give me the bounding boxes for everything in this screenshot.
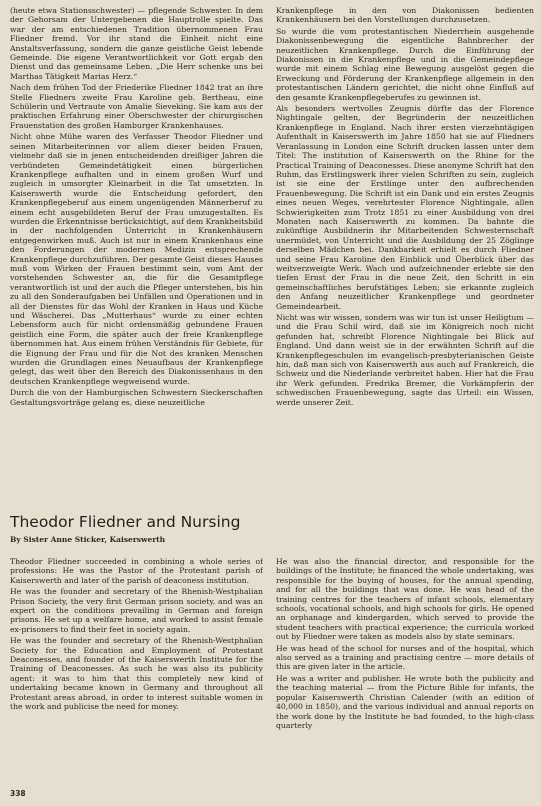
- german-paragraph: So wurde die vom protestantischen Niederrhein ausgehende Diakonissenbewegung die eigentliche Bahnbrecher der neuzeitlichen Krankenpflege. Durch die Einführung der Diakonissen in die Krankenpflege und in die Gemeindepflege wurde mit einem Schlag eine Bewegung ausgelöst gegen die Erweckung und Förderung der Krankenpflege allgemein in den protestantischen Ländern gerichtet, die nicht ohne Einfluß auf den gesamte Krankenpflegeberufes zu gewinnen ist.: [276, 26, 534, 102]
- english-paragraph: He was head of the school for nurses and of the hospital, which also served as a training and practising centre — more details of this are given later in the article.: [276, 643, 534, 672]
- english-paragraph: He was the founder and secretary of the Rhenish-Westphalian Prison Society, the very first German prison society, and was an expert on the conditions prevailing in German and foreign prisons. He set up a welfare home, and worked to assist female ex-prisoners to find their feet in society again.: [10, 587, 263, 634]
- german-paragraph: (heute etwa Stationsschwester) — pflegende Schwester. In dem der Gehorsam der Untergebenen die Hauptrolle spielte. Das war der am entschiedenen Tradition übernommenen Frau Fliedner fremd. Vor ihr stand die Einheit nicht eine Anstaltsverfassung, sondern die ganze geistliche Geist lebende Gemeinde. Die eigene Verantwortlichkeit vor Gott ergab den Dienst und das gemeinsame Leben. „Die Herr schenke uns bei Marthas Tätigkeit Marias Herz.“: [10, 6, 263, 81]
- german-paragraph: Nicht was wir wissen, sondern was wir tun ist unser Heiligtum — und die Frau Schil wird, daß sie im Königreich noch nicht gefunden hat, schreibt Florence Nightingale bei Blick auf England. Und dann weist sie in der erwähnten Schrift auf die Krankenpflegeschulen im evangelisch-presbyterianischen Geiste hin, daß man sich von Kaiserswerth aus auch auf Frankreich, die Schweiz und die Niederlande verbreitet haben. Hier hat die Frau ihr Werk gefunden. Fredrika Bremer, die Vorkämpferin der schwedischen Frauenbewegung, sagte das Urteil: ein Wissen, werde unserer Zeit.: [276, 313, 534, 407]
- english-column-left: [10, 557, 263, 782]
- german-paragraph: Krankenpflege in den von Diakonissen bedienten Krankenhäusern bei den Vorstellungen durchzusetzen.: [276, 6, 534, 25]
- german-paragraph: Nach dem frühen Tod der Friederike Fliedner 1842 trat an ihre Stelle Fliedners zweite Frau Karoline geb. Bertheau, eine Schülerin und Vertraute von Amalie Sieveking. Sie kam aus der praktischen Erfahrung einer Oberschwester der chirurgischen Frauenstation des großen Hamburger Krankenhauses.: [10, 83, 263, 130]
- article-title: Theodor Fliedner and Nursing: [10, 513, 241, 531]
- german-column-left: [10, 6, 263, 506]
- english-column-right: [276, 557, 534, 802]
- page-number: 338: [10, 789, 26, 798]
- english-paragraph: He was also the financial director, and responsible for the buildings of the Institute; he financed the whole undertaking, was responsible for the buying of houses, for the annual spending, and for all the buildings that was done. He was head of the training centres for the teachers of infant schools, elementary schools, vocational schools, and high schools for girls. He opened an orphanage and kindergarden, which served to provide the student teachers with practical experience; the curricula worked out by Fliedner were taken as models also by state seminars.: [276, 557, 534, 642]
- english-paragraph: He was the founder and secretary of the Rhenish-Westphalian Society for the Education and Employment of Protestant Deaconesses, and founder of the Kaiserswerth Institute for the Training of Deaconesses. As such he was also its publicity agent: it was to him that this completely new kind of undertaking became known in Germany and throughout all Protestant areas abroad, in order to interest suitable women in the work and publicise the need for money.: [10, 636, 263, 712]
- german-column-right: [276, 6, 534, 476]
- english-paragraph: Theodor Fliedner succeeded in combining a whole series of professions: He was the Pastor of the Protestant parish of Kaiserswerth and later of the parish of deaconess institution.: [10, 557, 263, 585]
- german-paragraph: Nicht ohne Mühe waren des Verfasser Theodor Fliedner und seinen Mitarbeiterinnen vor allem dieser beiden Frauen, vielmehr daß sie in jenen entscheidenden dreißiger Jahren die verbündeten Gemeindetätigkeit einen bürgerlichen Krankenpflege aufhalten und in einem großen Wurf und zugleich in umsorgter Kleinarbeit in die Tat umsetzten. In Kaiserswerth wurde die Entscheidung gefordert, den Krankenpflegeberuf aus einem ungenügenden Männerberuf zu einem echt ausgebildeten Beruf der Frau umzugestalten. Es wurden die Erkenntnisse berücksichtigt, auf dem Krankheitsbild in der nachfolgenden Unterricht in Krankenhäusern entgegenwirken muß. Auch ist nur in einem Krankenhaus eine den Forderungen der modernen Medizin entsprechende Krankenpflege durchzuführen. Der gesamte Geist dieses Hauses muß vom Wirken der Frauen bestimmt sein, vom Amt der vorstehenden Schwester an, die für die Gesamtpflege verantwortlich ist und der auch die Pfleger unterstehen, bis hin zu all den Sonderaufgaben bei Unfällen und Operationen und in all der Dienstes für das Wohl der Kranken in Haus und Küche und Wäscherei. Das „Mutterhaus“ wurde zu einer echten Lebensform auch für nicht ordensmäßig gebundene Frauen geistlich eine Form, die später auch der freie Krankenpflege übernommen hat. Aus einem frühen Verständnis für Gebiete, für die Eignung der Frau und für die Not des kranken Menschen wurden die Grundlagen eines Neuaufbaus der Krankenpflege gelegt, das weit über den Bereich des Diakonissenhaus in den deutschen Krankenpflege wegweisend wurde.: [10, 132, 263, 386]
- german-paragraph: Als besonders wertvolles Zeugnis dürfte das der Florence Nightingale gelten, der Begründerin der neuzeitlichen Krankenpflege in England. Nach ihrer ersten vierzehntägigen Aufenthalt in Kaiserswerth im Jahre 1850 hat sie auf Fliedners Veranlassung in London eine Schrift drucken lassen unter dem Titel: The institution of Kaiserswerth on the Rhine for the Practical Training of Deaconesses. Diese anonyme Schrift hat den Ruhm, das Erstlingswerk ihrer vielen Schriften zu sein, zugleich ist sie eine der Erstlinge unter den aufbrechenden Frauenbewegung. Die Schrift ist ein Dank und ein erstes Zeugnis eines neuen Weges, verehrtester Florence Nightingale, allen Schwierigkeiten zum Trotz 1851 zu einer Ausbildung von drei Monaten nach Kaiserswerth zu kommen. Da bahnte die zukünftige Ausbildnerin ihr Mitarbeitenden Schwesternschaft unermüdet, von Unterricht und die Ausbildung der 25 Zöglinge derselben Mädchen bei. Dankbarkeit erhielt es durch Fliedner und seine Frau Karoline den Einblick und Überblick über das weitverzweigte Werk. Wach und aufzeichnender erlebte sie den tiefen Ernst der Frau in die neue Zeit, den Schritt in ein gemeinschaftliches berufstätiges Leben; sie erkannte zugleich den Anfang neuzeitlicher Krankenpflege und geordneter Gemeindearbeit.: [276, 104, 534, 311]
- german-paragraph: Durch die von der Hamburgischen Schwestern Sieckerschaften Gestaltungsvorträge gelang es, diese neuzeitliche: [10, 388, 263, 407]
- english-paragraph: He was a writer and publisher. He wrote both the publicity and the teaching material — from the Picture Bible for infants, the popular Kaiserswerth Christian Calender (with an edition of 40,000 in 1850), and the various individual and annual reports on the work done by the Institute he had founded, to the high-class quarterly: [276, 673, 534, 730]
- article-byline: By Sister Anne Sticker, Kaiserswerth: [10, 535, 166, 544]
